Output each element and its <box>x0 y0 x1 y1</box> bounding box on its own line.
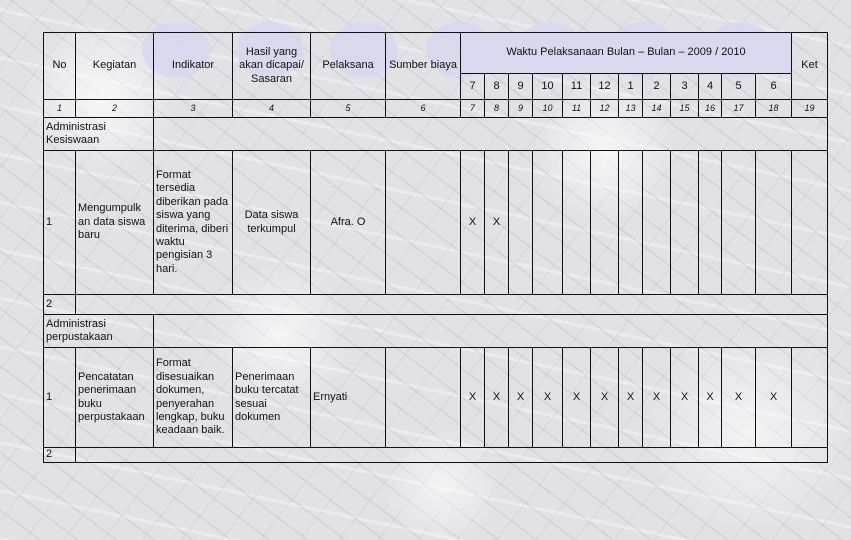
month-header: 2 <box>643 74 671 100</box>
month-header: 8 <box>485 74 509 100</box>
header-pelaksana: Pelaksana <box>311 33 386 100</box>
section-title: Administrasi Kesiswaan <box>44 118 154 151</box>
sumber-biaya-cell <box>386 151 461 295</box>
month-header: 5 <box>722 74 756 100</box>
ket-cell <box>792 348 828 448</box>
column-number: 1 <box>44 100 76 118</box>
row-number: 2 <box>44 295 76 315</box>
month-header: 11 <box>563 74 591 100</box>
month-header: 6 <box>756 74 792 100</box>
header-no: No <box>44 33 76 100</box>
header-row <box>44 33 828 74</box>
schedule-mark: X <box>722 348 756 448</box>
column-number: 19 <box>792 100 828 118</box>
schedule-mark: X <box>461 348 485 448</box>
schedule-mark <box>756 151 792 295</box>
schedule-mark: X <box>699 348 722 448</box>
month-header: 12 <box>591 74 619 100</box>
schedule-mark <box>509 151 533 295</box>
header-sumber-biaya: Sumber biaya <box>386 33 461 100</box>
header-hasil: Hasil yang akan dicapai/ Sasaran <box>233 33 311 100</box>
row-number: 1 <box>44 348 76 448</box>
indikator-cell: Format tersedia diberikan pada siswa yang diterima, diberi waktu pengisian 3 hari. <box>154 151 233 295</box>
month-header: 1 <box>619 74 643 100</box>
schedule-mark: X <box>643 348 671 448</box>
pelaksana-cell: Ernyati <box>311 348 386 448</box>
column-number: 16 <box>699 100 722 118</box>
schedule-mark: X <box>619 348 643 448</box>
schedule-mark: X <box>485 151 509 295</box>
schedule-mark <box>533 151 563 295</box>
header-indikator: Indikator <box>154 33 233 100</box>
schedule-mark: X <box>671 348 699 448</box>
column-number-row <box>44 100 828 118</box>
schedule-mark <box>699 151 722 295</box>
empty-cell <box>76 295 828 315</box>
table-row <box>44 348 828 448</box>
schedule-mark: X <box>756 348 792 448</box>
row-number: 2 <box>44 448 76 463</box>
column-number: 9 <box>509 100 533 118</box>
column-number: 3 <box>154 100 233 118</box>
empty-cell <box>154 118 828 151</box>
column-number: 14 <box>643 100 671 118</box>
schedule-mark <box>722 151 756 295</box>
schedule-mark: X <box>563 348 591 448</box>
row-number: 1 <box>44 151 76 295</box>
month-header: 3 <box>671 74 699 100</box>
program-schedule-table <box>43 32 828 463</box>
column-number: 13 <box>619 100 643 118</box>
table-row <box>44 295 828 315</box>
column-number: 17 <box>722 100 756 118</box>
sumber-biaya-cell <box>386 348 461 448</box>
column-number: 18 <box>756 100 792 118</box>
schedule-mark <box>563 151 591 295</box>
column-number: 6 <box>386 100 461 118</box>
indikator-cell: Format disesuaikan dokumen, penyerahan lengkap, buku keadaan baik. <box>154 348 233 448</box>
column-number: 15 <box>671 100 699 118</box>
section-row <box>44 315 828 348</box>
column-number: 8 <box>485 100 509 118</box>
section-row <box>44 118 828 151</box>
column-number: 4 <box>233 100 311 118</box>
month-header: 4 <box>699 74 722 100</box>
schedule-mark: X <box>461 151 485 295</box>
section-title: Administrasi perpustakaan <box>44 315 154 348</box>
month-header: 10 <box>533 74 563 100</box>
ket-cell <box>792 151 828 295</box>
pelaksana-cell: Afra. O <box>311 151 386 295</box>
kegiatan-cell: Mengumpulk an data siswa baru <box>76 151 154 295</box>
column-number: 10 <box>533 100 563 118</box>
schedule-mark: X <box>591 348 619 448</box>
hasil-cell: Penerimaan buku tercatat sesuai dokumen <box>233 348 311 448</box>
column-number: 2 <box>76 100 154 118</box>
header-kegiatan: Kegiatan <box>76 33 154 100</box>
month-header: 9 <box>509 74 533 100</box>
schedule-mark <box>591 151 619 295</box>
header-waktu-pelaksanaan: Waktu Pelaksanaan Bulan – Bulan – 2009 / 2010 <box>461 33 792 74</box>
schedule-mark <box>619 151 643 295</box>
column-number: 7 <box>461 100 485 118</box>
column-number: 5 <box>311 100 386 118</box>
column-number: 11 <box>563 100 591 118</box>
schedule-mark: X <box>509 348 533 448</box>
month-header: 7 <box>461 74 485 100</box>
table-row <box>44 448 828 463</box>
table-row <box>44 151 828 295</box>
empty-cell <box>76 448 828 463</box>
kegiatan-cell: Pencatatan penerimaan buku perpustakaan <box>76 348 154 448</box>
column-number: 12 <box>591 100 619 118</box>
hasil-cell: Data siswa terkumpul <box>233 151 311 295</box>
header-ket: Ket <box>792 33 828 100</box>
schedule-mark: X <box>533 348 563 448</box>
schedule-mark: X <box>485 348 509 448</box>
schedule-mark <box>643 151 671 295</box>
empty-cell <box>154 315 828 348</box>
schedule-mark <box>671 151 699 295</box>
